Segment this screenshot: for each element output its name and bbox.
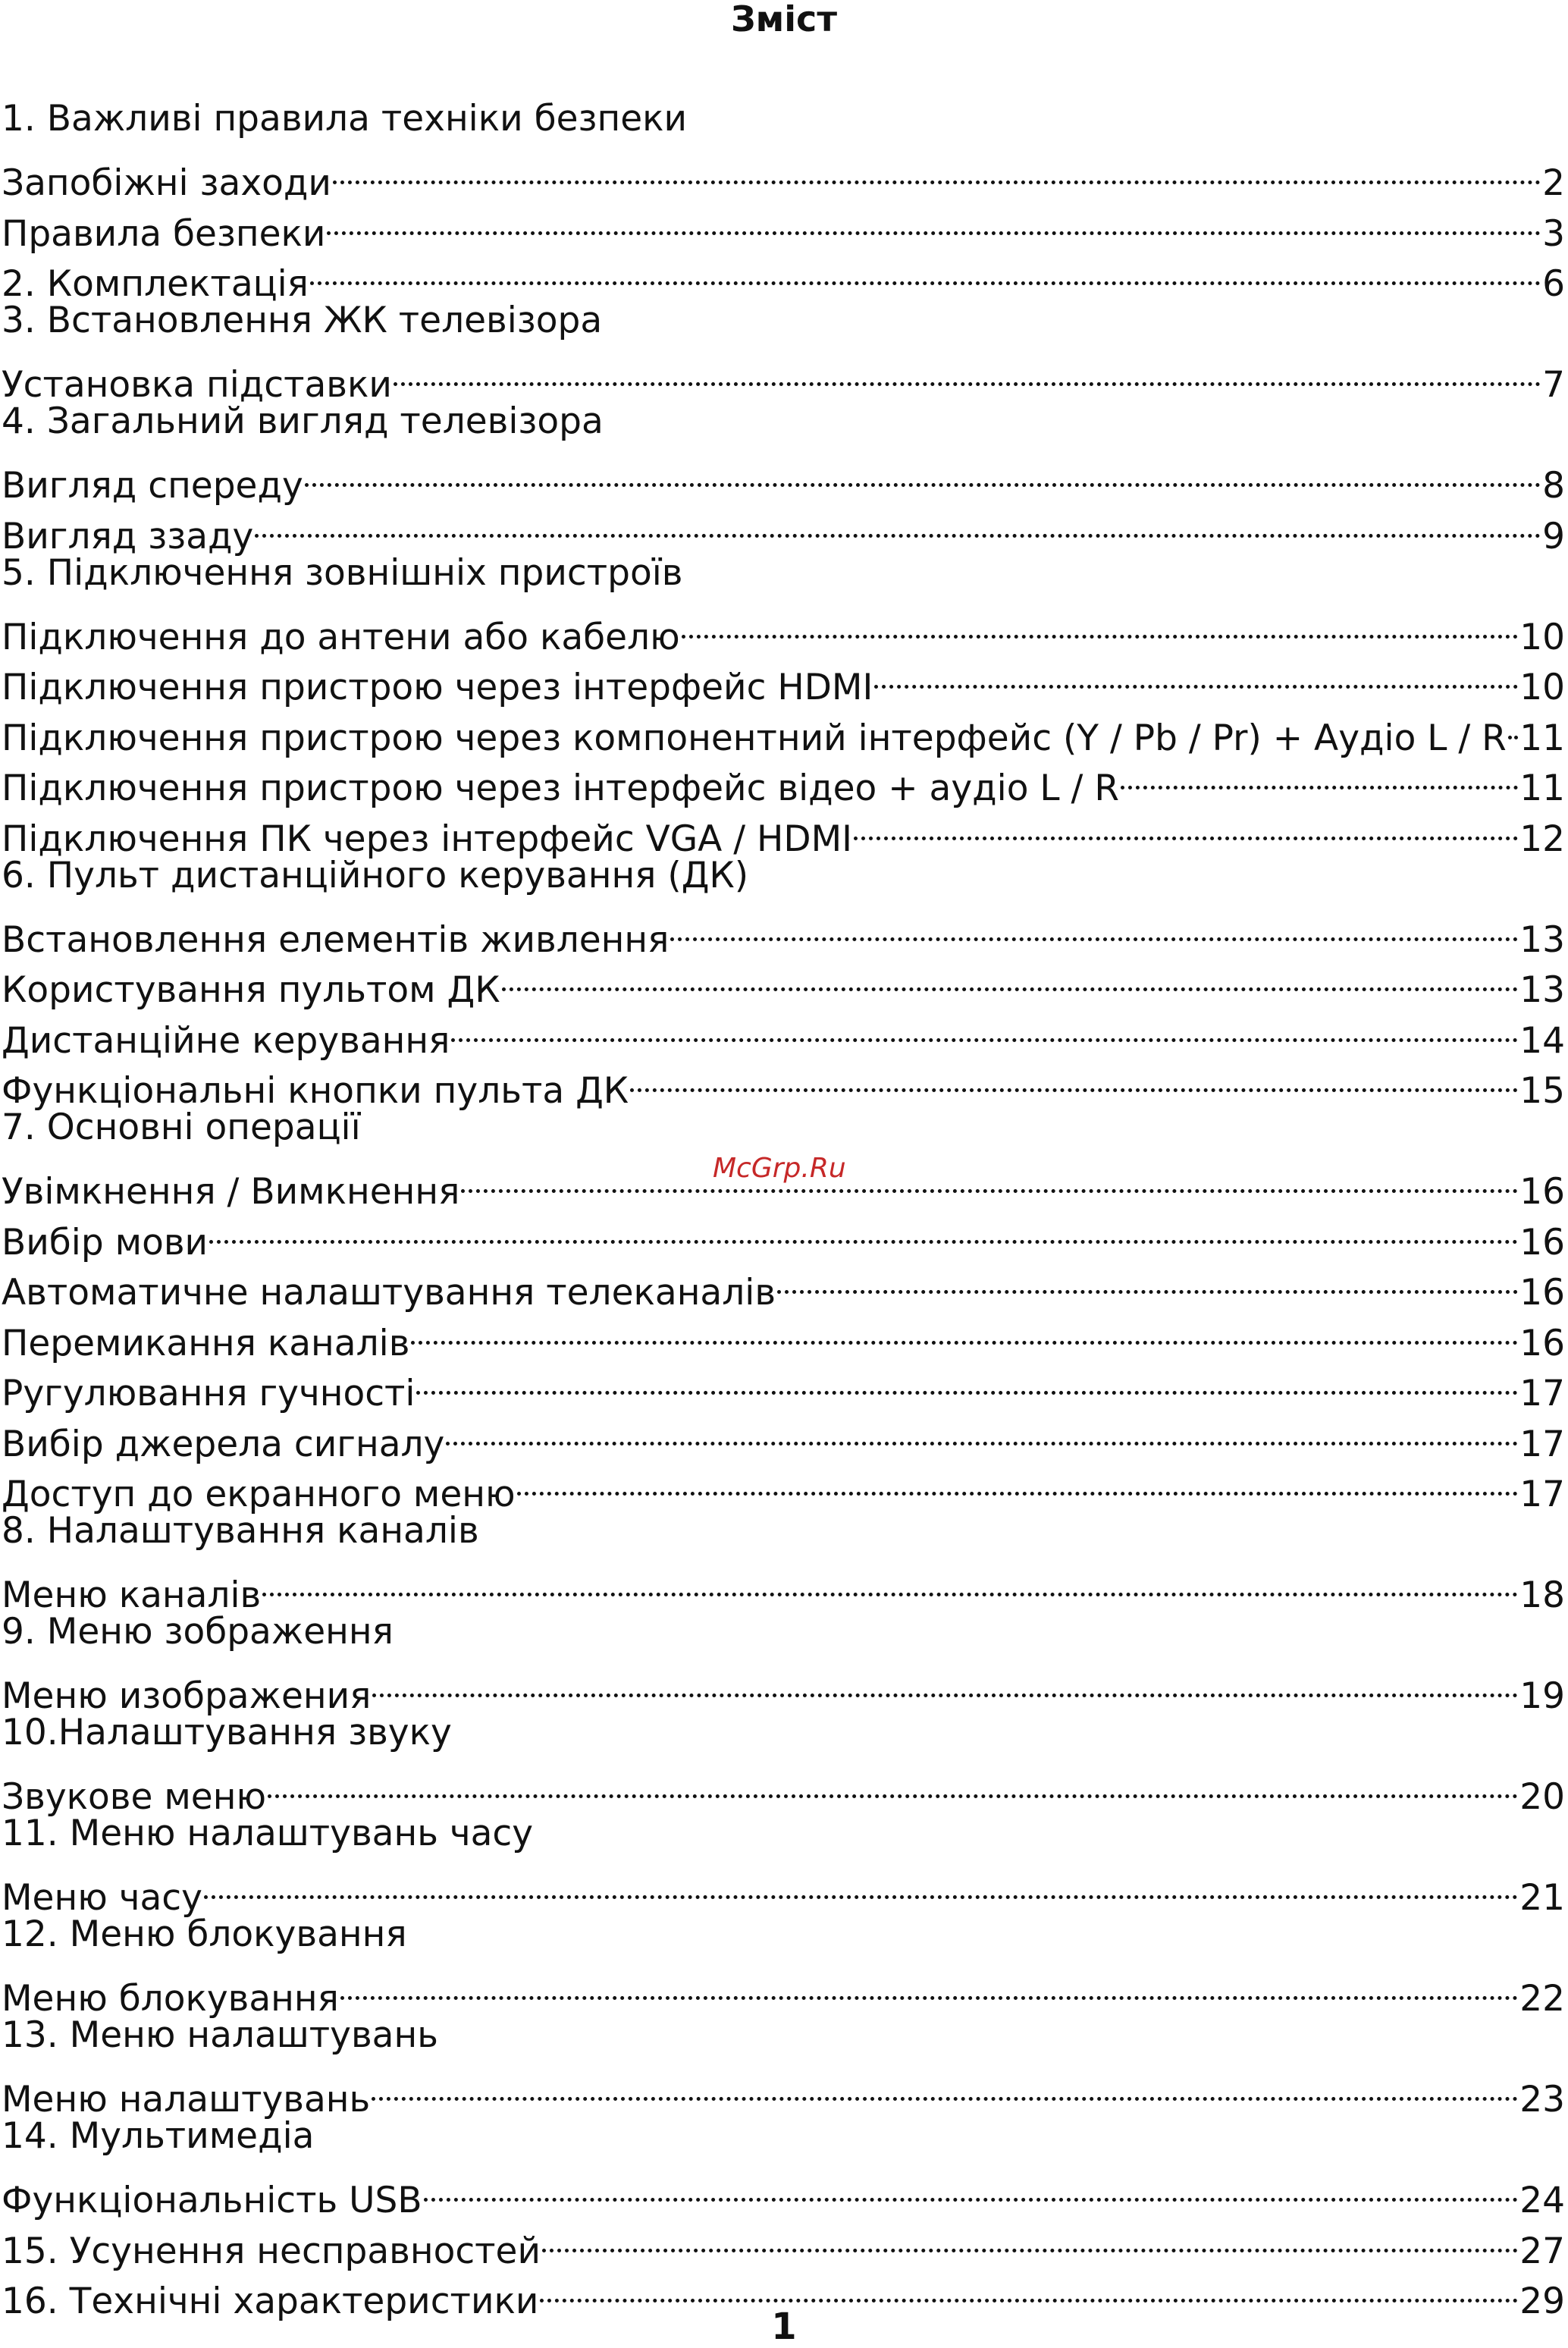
dot-leader (372, 1658, 1518, 1709)
toc-entry-label: Вибір мови (2, 1221, 209, 1263)
toc-entry-label: Підключення пристрою через компонентний інтерфейс (Y / Pb / Pr) + Аудіо L / R (2, 717, 1507, 759)
toc-section-heading (2, 1708, 1565, 1759)
toc-entry-page: 11 (1519, 717, 1565, 759)
toc-entry-label: Підключення пристрою через інтерфейс HDMI (2, 667, 873, 708)
toc-entry-page: 19 (1519, 1675, 1565, 1717)
toc-entry (2, 901, 1565, 961)
toc-entry (2, 1759, 1565, 1818)
dot-leader (854, 800, 1518, 851)
toc-entry-label: Вигляд ззаду (2, 515, 254, 557)
toc-entry-label: Підключення до антени або кабелю (2, 616, 680, 658)
dot-leader (446, 1405, 1518, 1456)
dot-leader (310, 246, 1541, 297)
dot-leader (305, 447, 1541, 498)
toc-entry-page: 6 (1542, 263, 1565, 305)
toc-entry-label: Підключення пристрою через інтерфейс відео + аудіо L / R (2, 767, 1119, 809)
toc-entry-label: 14. Мультимедіа (2, 2115, 315, 2157)
dot-leader (670, 901, 1518, 952)
dot-leader (542, 2212, 1518, 2263)
dot-leader (333, 145, 1541, 196)
dot-leader (372, 2061, 1518, 2112)
toc-entry (2, 447, 1565, 507)
toc-entry-label: Ругулювання гучності (2, 1373, 416, 1414)
toc-entry-label: 16. Технічні характеристики (2, 2281, 539, 2322)
dot-leader (777, 1254, 1518, 1305)
toc-entry-label: 7. Основні операції (2, 1107, 361, 1148)
dot-leader (340, 1960, 1518, 2011)
toc-section-heading (2, 1809, 1565, 1860)
toc-entry (2, 145, 1565, 204)
toc-section-heading (2, 1607, 1565, 1658)
toc-section-heading (2, 397, 1565, 447)
toc-entry-label: 8. Налаштування каналів (2, 1510, 479, 1552)
toc-entry-label: Функціональні кнопки пульта ДК (2, 1070, 629, 1112)
toc-entry-label: 12. Меню блокування (2, 1913, 407, 1955)
toc-entry-page: 21 (1519, 1877, 1565, 1919)
toc-entry-page: 20 (1519, 1776, 1565, 1818)
toc-entry-page: 13 (1519, 918, 1565, 961)
toc-entry-page: 9 (1542, 515, 1565, 557)
watermark-text: McGrp.Ru (713, 1153, 846, 1184)
toc-entry-page: 16 (1519, 1322, 1565, 1364)
toc-entry-label: Меню изображения (2, 1675, 372, 1717)
dot-leader (874, 649, 1518, 700)
dot-leader (255, 498, 1541, 548)
toc-entry-page: 10 (1519, 667, 1565, 708)
toc-entry-page: 8 (1542, 465, 1565, 507)
toc-entry-page: 24 (1519, 2180, 1565, 2221)
toc-entry-label: Функціональність USB (2, 2180, 422, 2221)
toc-entry (2, 1557, 1565, 1616)
toc-entry-label: Меню налаштувань (2, 2079, 371, 2120)
toc-entry-page: 3 (1542, 212, 1565, 255)
dot-leader (502, 952, 1519, 1003)
toc-section-heading (2, 1103, 1565, 1154)
toc-entry-page: 16 (1519, 1171, 1565, 1213)
toc-entry-label: Запобіжні заходи (2, 162, 331, 204)
toc-entry-page: 2 (1542, 162, 1565, 204)
toc-section-heading (2, 2111, 1565, 2162)
toc-section-heading (2, 1506, 1565, 1557)
dot-leader (517, 1456, 1519, 1507)
page-number: 1 (771, 2306, 797, 2348)
toc-section-heading (2, 1910, 1565, 1960)
toc-entry-page: 17 (1519, 1373, 1565, 1414)
toc-entry-page: 17 (1519, 1474, 1565, 1515)
dot-leader (204, 1860, 1518, 1910)
toc-entry-page: 14 (1519, 1019, 1565, 1062)
toc-entry-label: 10.Налаштування звуку (2, 1712, 452, 1753)
toc-entry-label: 3. Встановлення ЖК телевізора (2, 300, 603, 341)
toc-entry-page: 17 (1519, 1423, 1565, 1465)
toc-entry-label: Увімкнення / Вимкнення (2, 1171, 460, 1213)
toc-entry-page: 10 (1519, 616, 1565, 658)
toc-entry (2, 598, 1565, 658)
toc-entry-label: Вибір джерела сигналу (2, 1423, 445, 1465)
toc-entry-page: 7 (1542, 364, 1565, 406)
toc-entry-label: Меню блокування (2, 1978, 339, 2020)
toc-entry (2, 2162, 1565, 2221)
toc-entry-label: Підключення ПК через інтерфейс VGA / HDMI (2, 818, 852, 860)
toc-entry-label: 15. Усунення несправностей (2, 2230, 541, 2272)
toc-entry-label: Автоматичне налаштування телеканалів (2, 1272, 776, 1314)
toc-entry (2, 347, 1565, 406)
toc-entry-label: 1. Важливі правила техніки безпеки (2, 98, 688, 140)
dot-leader (262, 1557, 1518, 1608)
toc-entry-label: 9. Меню зображення (2, 1611, 394, 1653)
document-title: Зміст (731, 0, 837, 39)
dot-leader (461, 1154, 1518, 1204)
toc-entry-label: 6. Пульт дистанційного керування (ДК) (2, 854, 749, 896)
toc-entry-label: Установка підставки (2, 364, 392, 406)
dot-leader (682, 598, 1519, 649)
toc-entry (2, 2061, 1565, 2120)
toc-entry-label: 2. Комплектація (2, 263, 309, 305)
toc-section-heading (2, 94, 1565, 145)
toc-section-heading (2, 296, 1565, 347)
dot-leader (394, 347, 1541, 397)
dot-leader (268, 1759, 1518, 1810)
toc-entry-label: Вигляд спереду (2, 465, 303, 507)
toc-entry (2, 1254, 1565, 1314)
toc-entry-page: 15 (1519, 1070, 1565, 1112)
toc-entry-page: 13 (1519, 969, 1565, 1011)
toc-entry-label: 11. Меню налаштувань часу (2, 1813, 534, 1854)
toc-entry-label: 13. Меню налаштувань (2, 2014, 438, 2056)
toc-entry (2, 1960, 1565, 2020)
toc-entry-page: 22 (1519, 1978, 1565, 2020)
dot-leader (327, 195, 1541, 246)
toc-entry-page: 11 (1519, 767, 1565, 809)
toc-entry-label: Доступ до екранного меню (2, 1474, 516, 1515)
dot-leader (1121, 750, 1518, 801)
toc-entry-page: 16 (1519, 1272, 1565, 1314)
toc-entry-label: Користування пультом ДК (2, 969, 500, 1011)
toc-entry-page: 27 (1519, 2230, 1565, 2272)
toc-entry-label: Дистанційне керування (2, 1019, 450, 1062)
toc-entry-label: Меню часу (2, 1877, 202, 1919)
dot-leader (1508, 699, 1518, 750)
toc-entry-label: Звукове меню (2, 1776, 267, 1818)
dot-leader (424, 2162, 1519, 2213)
toc-entry-page: 16 (1519, 1221, 1565, 1263)
dot-leader (411, 1304, 1518, 1355)
toc-entry (2, 1204, 1565, 1263)
toc-entry-label: 5. Підключення зовнішніх пристроїв (2, 551, 683, 594)
toc-entry-page: 23 (1519, 2079, 1565, 2120)
toc-section-heading (2, 2011, 1565, 2061)
toc-entry (2, 1860, 1565, 1919)
dot-leader (451, 1002, 1518, 1053)
toc-entry (2, 1658, 1565, 1717)
toc-entry-page: 29 (1519, 2281, 1565, 2322)
table-of-contents (2, 94, 1565, 2322)
toc-entry-label: Меню каналів (2, 1574, 262, 1616)
toc-entry-label: 4. Загальний вигляд телевізора (2, 400, 604, 442)
toc-entry-page: 12 (1519, 818, 1565, 860)
toc-entry-label: Перемикання каналів (2, 1322, 410, 1364)
toc-entry-page: 18 (1519, 1574, 1565, 1616)
toc-entry-label: Правила безпеки (2, 212, 326, 255)
dot-leader (630, 1053, 1518, 1103)
dot-leader (416, 1355, 1518, 1406)
toc-entry-label: Встановлення елементів живлення (2, 918, 670, 961)
dot-leader (209, 1204, 1518, 1254)
toc-section-heading (2, 548, 1565, 599)
